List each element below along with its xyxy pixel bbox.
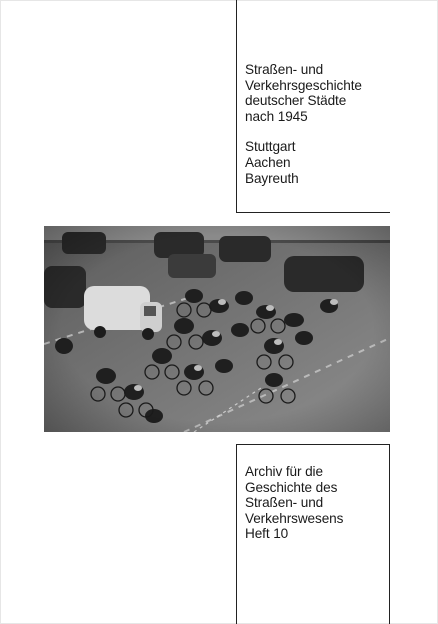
series-line: Geschichte des [245, 479, 338, 495]
series-line: Straßen- und [245, 495, 324, 511]
lower-frame-left-rule [236, 444, 237, 624]
title-block [245, 62, 425, 186]
upper-frame-left-rule [236, 0, 237, 213]
city-line: Bayreuth [245, 170, 299, 186]
city-line: Aachen [245, 154, 291, 170]
title-spacer [245, 124, 425, 139]
series-line: Archiv für die [245, 464, 323, 479]
title-line: deutscher Städte [245, 93, 347, 109]
upper-frame-bottom-rule [236, 212, 390, 213]
cover-photograph [44, 226, 390, 432]
series-block [245, 464, 425, 542]
issue-line: Heft 10 [245, 526, 289, 542]
lower-frame-top-rule [236, 444, 390, 445]
title-line: Verkehrsgeschichte [245, 77, 362, 93]
city-line: Stuttgart [245, 139, 296, 155]
series-line: Verkehrswesens [245, 510, 344, 526]
title-line: Straßen- und [245, 62, 324, 77]
title-line: nach 1945 [245, 108, 308, 124]
